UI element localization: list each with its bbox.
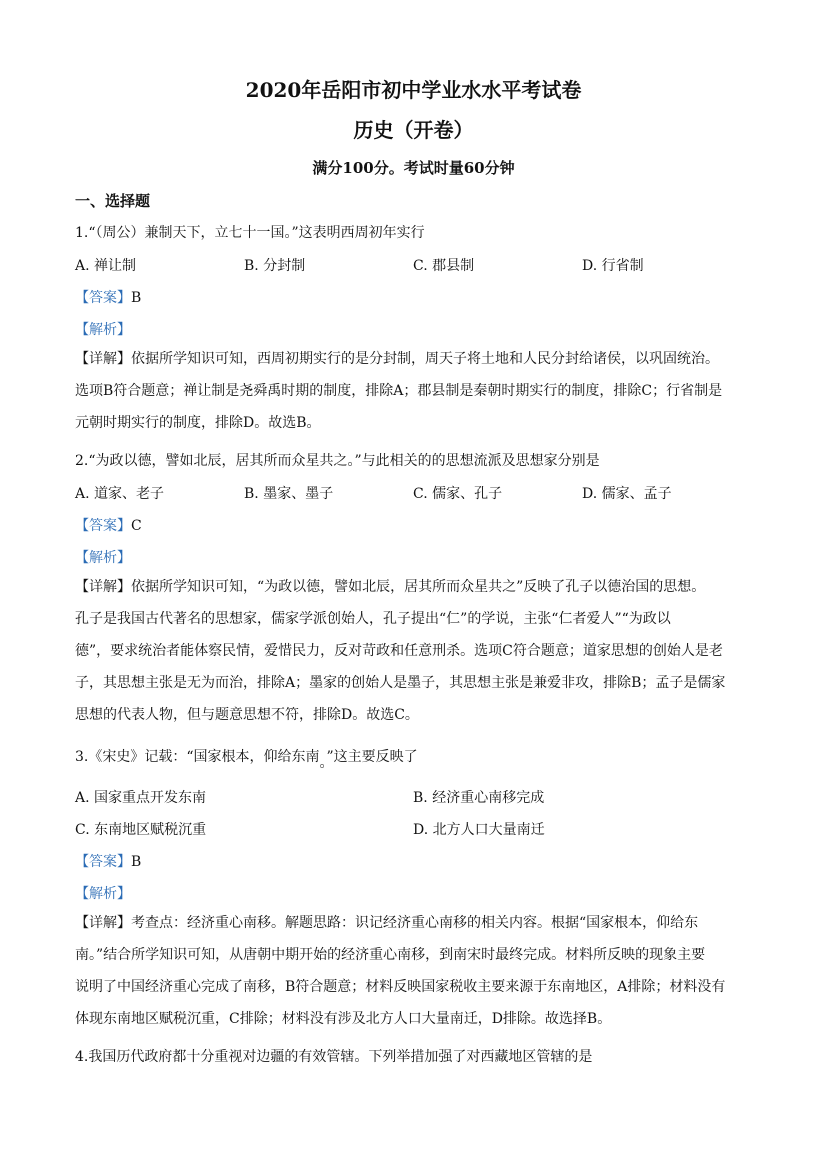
question-2-stem: 2.“为政以德，譬如北辰，居其所而众星共之。”与此相关的的思想流派及思想家分别是 <box>75 453 600 469</box>
exam-info: 满分100分。考试时量60分钟 <box>312 159 515 177</box>
detail-line: 【详解】依据所学知识可知，“为政以德，譬如北辰，居其所而众星共之”反映了孔子以德治国的思想。 <box>75 579 706 595</box>
q1-option-a: A. 禅让制 <box>75 258 137 274</box>
detail-line: 【详解】考查点：经济重心南移。解题思路：识记经济重心南移的相关内容。根据“国家根本，仰给东 <box>75 915 699 931</box>
subject-title: 历史（开卷） <box>353 118 474 142</box>
detail-line: 说明了中国经济重心完成了南移，B符合题意；材料反映国家税收主要来源于东南地区，A排除；材料没有 <box>75 979 726 995</box>
q2-option-d: D. 儒家、孟子 <box>582 486 672 502</box>
q2-option-a: A. 道家、老子 <box>75 486 165 502</box>
q3-detail <box>75 907 755 1035</box>
detail-line: 思想的代表人物，但与题意思想不符，排除D。故选C。 <box>75 707 419 723</box>
q1-detail <box>75 343 755 439</box>
answer-value: B <box>131 290 142 306</box>
q2-option-c: C. 儒家、孔子 <box>413 486 503 502</box>
question-3-stem <box>75 746 418 771</box>
detail-line: 【详解】依据所学知识可知，西周初期实行的是分封制，周天子将土地和人民分封给诸侯，以巩固统治。 <box>75 351 719 367</box>
q2-answer <box>75 515 142 535</box>
stem-text: 3.《宋史》记载：“国家根本，仰给东南 <box>75 749 320 765</box>
q2-option-b: B. 墨家、墨子 <box>244 486 334 502</box>
answer-label: 【答案】 <box>75 518 131 534</box>
q3-option-b: B. 经济重心南移完成 <box>413 790 545 806</box>
detail-line: 子，其思想主张是无为而治，排除A；墨家的创始人是墨子，其思想主张是兼爱非攻，排除B；孟子是儒家 <box>75 675 726 691</box>
q3-option-a: A. 国家重点开发东南 <box>75 790 207 806</box>
section-heading: 一、选择题 <box>75 192 151 210</box>
q2-analysis-label: 【解析】 <box>75 550 131 566</box>
question-4-stem: 4.我国历代政府都十分重视对边疆的有效管辖。下列举措加强了对西藏地区管辖的是 <box>75 1049 593 1065</box>
q3-answer <box>75 851 141 871</box>
answer-value: C <box>131 518 142 534</box>
answer-label: 【答案】 <box>75 290 131 306</box>
q2-detail <box>75 571 755 731</box>
q1-analysis-label: 【解析】 <box>75 322 131 338</box>
q3-option-d: D. 北方人口大量南迁 <box>413 822 545 838</box>
detail-line: 选项B符合题意；禅让制是尧舜禹时期的制度，排除A；郡县制是秦朝时期实行的制度，排除C；行省制是 <box>75 383 723 399</box>
q3-analysis-label: 【解析】 <box>75 886 131 902</box>
q1-option-b: B. 分封制 <box>244 258 306 274</box>
stem-mark: 。 <box>319 755 327 771</box>
q1-answer <box>75 287 141 307</box>
question-1-stem: 1.“（周公）兼制天下，立七十一国。”这表明西周初年实行 <box>75 225 425 241</box>
stem-tail: ”这主要反映了 <box>326 749 418 765</box>
detail-line: 体现东南地区赋税沉重，C排除；材料没有涉及北方人口大量南迁，D排除。故选择B。 <box>75 1011 612 1027</box>
q1-option-d: D. 行省制 <box>582 258 644 274</box>
detail-line: 南。”结合所学知识可知，从唐朝中期开始的经济重心南移，到南宋时最终完成。材料所反映的现象主要 <box>75 947 706 963</box>
detail-line: 德”，要求统治者能体察民情，爱惜民力，反对苛政和任意刑杀。选项C符合题意；道家思想的创始人是老 <box>75 643 723 659</box>
q3-option-c: C. 东南地区赋税沉重 <box>75 822 207 838</box>
q1-option-c: C. 郡县制 <box>413 258 475 274</box>
detail-line: 孔子是我国古代著名的思想家，儒家学派创始人，孔子提出“仁”的学说，主张“仁者爱人”“为政以 <box>75 611 671 627</box>
answer-label: 【答案】 <box>75 854 131 870</box>
exam-title: 2020年岳阳市初中学业水水平考试卷 <box>245 78 582 102</box>
detail-line: 元朝时期实行的制度，排除D。故选B。 <box>75 415 321 431</box>
answer-value: B <box>131 854 142 870</box>
